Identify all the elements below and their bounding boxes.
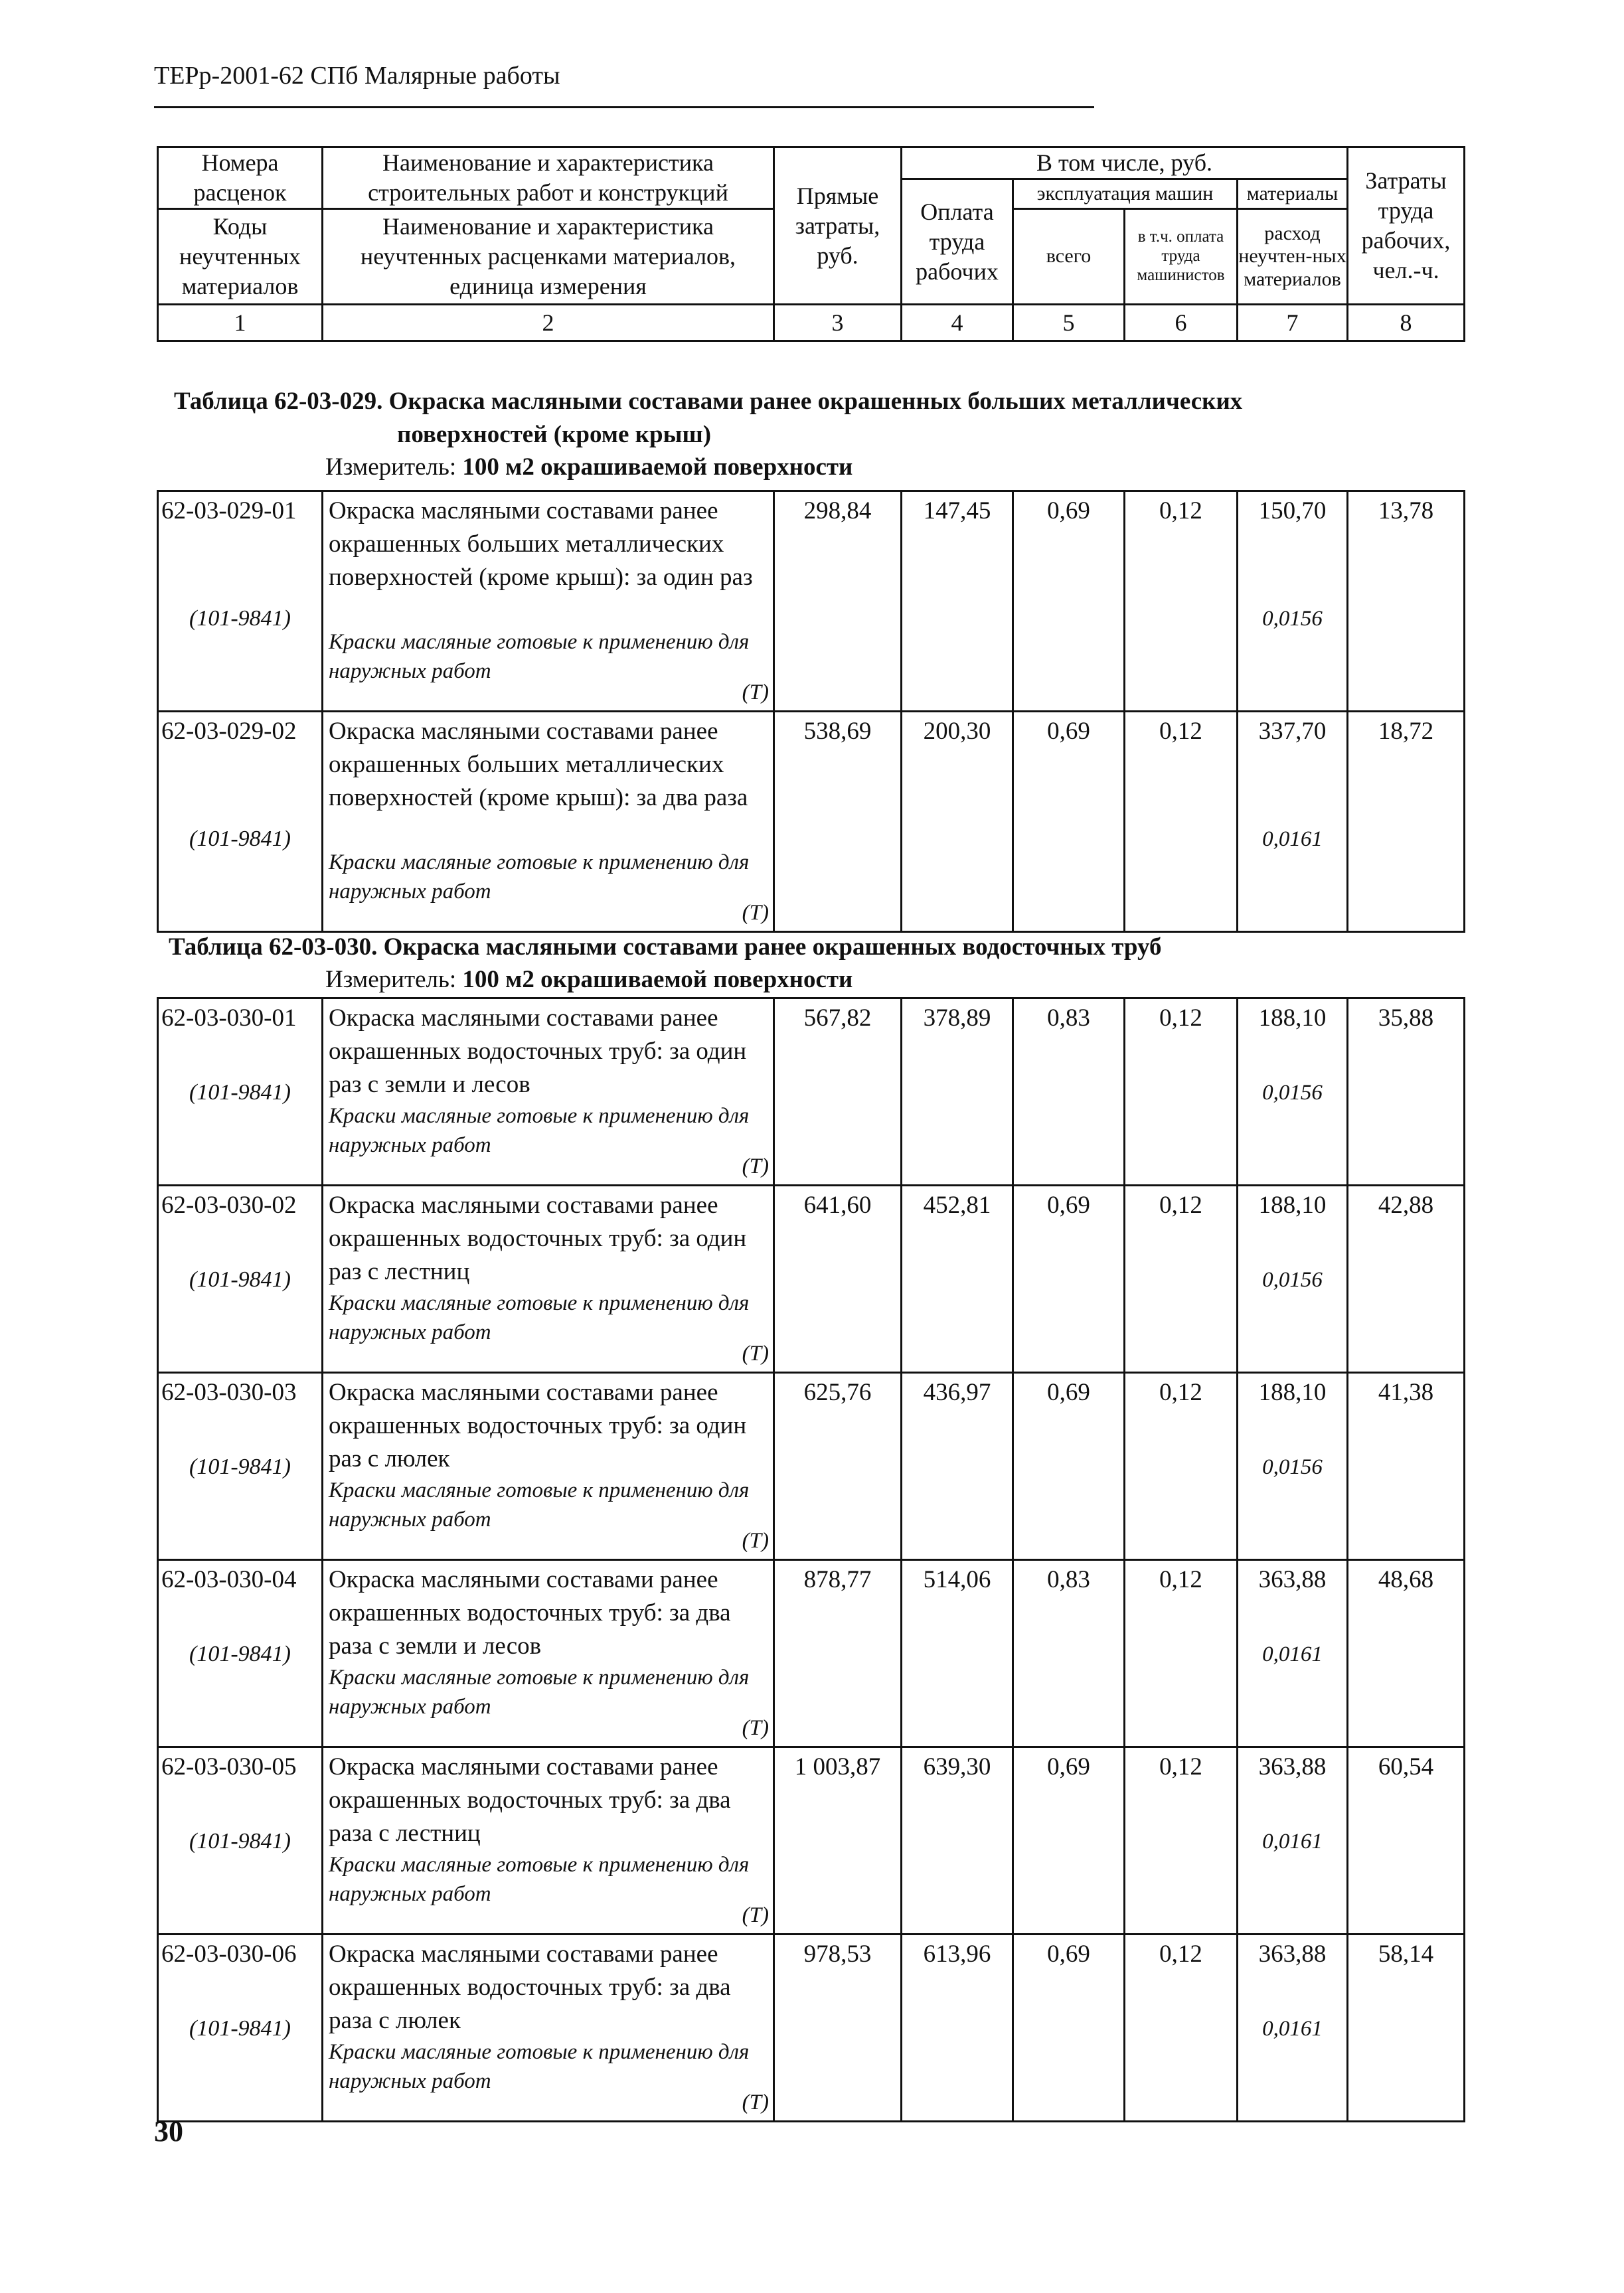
machines-total: 0,83 bbox=[1013, 998, 1125, 1186]
col1-header-top: Номера расценок bbox=[158, 147, 323, 209]
table-030-caption-1: Таблица 62-03-030. Окраска масляными составами ранее окрашенных водосточных труб bbox=[169, 933, 1162, 961]
materials-cell bbox=[1238, 1747, 1348, 1935]
materials-cell bbox=[1238, 1186, 1348, 1373]
machines-header: эксплуатация машин bbox=[1013, 179, 1238, 209]
rate-code: 62-03-030-01 bbox=[161, 1004, 297, 1032]
work-name: Окраска масляными составами ранее окрашенных больших металлических поверхностей (кроме крыш): за два раза bbox=[329, 718, 748, 811]
table-row bbox=[158, 1560, 1465, 1747]
row-desc-cell bbox=[323, 1186, 774, 1373]
table-029-meter bbox=[325, 453, 853, 481]
machines-total: 0,69 bbox=[1013, 1373, 1125, 1560]
col5-header: всего bbox=[1013, 209, 1125, 305]
direct-cost: 625,76 bbox=[774, 1373, 902, 1560]
materials-cost: 363,88 bbox=[1258, 1753, 1327, 1780]
machinist-labor: 0,12 bbox=[1125, 1560, 1238, 1747]
col3-header: Прямые затраты, руб. bbox=[774, 147, 902, 305]
row-code-cell bbox=[158, 1186, 323, 1373]
col4-header: Оплата труда рабочих bbox=[902, 179, 1013, 305]
materials-cell bbox=[1238, 712, 1348, 932]
machinist-labor: 0,12 bbox=[1125, 1373, 1238, 1560]
labor-hours: 13,78 bbox=[1348, 491, 1465, 712]
labor-cost: 639,30 bbox=[902, 1747, 1013, 1935]
rate-code: 62-03-030-02 bbox=[161, 1192, 297, 1219]
col6-header: в т.ч. оплата труда машинистов bbox=[1125, 209, 1238, 305]
row-desc-cell bbox=[323, 491, 774, 712]
table-row bbox=[158, 491, 1465, 712]
labor-cost: 452,81 bbox=[902, 1186, 1013, 1373]
col7-header: расход неучтен-ных материалов bbox=[1238, 209, 1348, 305]
work-name: Окраска масляными составами ранее окрашенных водосточных труб: за один раз с люлек bbox=[329, 1379, 747, 1472]
material-norm: 0,0161 bbox=[1262, 2017, 1323, 2041]
table-row bbox=[158, 1373, 1465, 1560]
table-029 bbox=[157, 490, 1465, 933]
table-029-caption-1: Таблица 62-03-029. Окраска масляными составами ранее окрашенных больших металлических bbox=[174, 388, 1243, 415]
t-mark: (Т) bbox=[742, 1903, 769, 1927]
t-mark: (Т) bbox=[742, 1154, 769, 1178]
work-name: Окраска масляными составами ранее окрашенных больших металлических поверхностей (кроме крыш): за один раз bbox=[329, 497, 753, 591]
row-desc-cell bbox=[323, 1747, 774, 1935]
work-name: Окраска масляными составами ранее окрашенных водосточных труб: за два раза с люлек bbox=[329, 1940, 731, 2034]
labor-hours: 58,14 bbox=[1348, 1935, 1465, 2122]
col-number: 3 bbox=[774, 305, 902, 341]
rate-code: 62-03-030-04 bbox=[161, 1566, 297, 1593]
material-norm: 0,0161 bbox=[1262, 1642, 1323, 1666]
table-row bbox=[158, 1186, 1465, 1373]
rate-code: 62-03-029-01 bbox=[161, 497, 297, 524]
machinist-labor: 0,12 bbox=[1125, 1186, 1238, 1373]
row-code-cell bbox=[158, 1373, 323, 1560]
col-number: 5 bbox=[1013, 305, 1125, 341]
table-029-caption-2: поверхностей (кроме крыш) bbox=[397, 421, 712, 448]
material-name: Краски масляные готовые к применению для наружных работ bbox=[329, 1291, 750, 1344]
direct-cost: 567,82 bbox=[774, 998, 902, 1186]
direct-cost: 978,53 bbox=[774, 1935, 902, 2122]
row-code-cell bbox=[158, 998, 323, 1186]
row-desc-cell bbox=[323, 1560, 774, 1747]
material-code: (101-9841) bbox=[189, 1829, 291, 1854]
machinist-labor: 0,12 bbox=[1125, 1747, 1238, 1935]
materials-cell bbox=[1238, 998, 1348, 1186]
col-number: 4 bbox=[902, 305, 1013, 341]
labor-hours: 41,38 bbox=[1348, 1373, 1465, 1560]
material-name: Краски масляные готовые к применению для наружных работ bbox=[329, 1104, 750, 1157]
row-code-cell bbox=[158, 491, 323, 712]
machines-total: 0,69 bbox=[1013, 1935, 1125, 2122]
work-name: Окраска масляными составами ранее окрашенных водосточных труб: за два раза с лестниц bbox=[329, 1753, 731, 1847]
labor-cost: 147,45 bbox=[902, 491, 1013, 712]
material-name: Краски масляные готовые к применению для наружных работ bbox=[329, 630, 750, 683]
meter-value: 100 м2 окрашиваемой поверхности bbox=[462, 453, 853, 481]
materials-cost: 337,70 bbox=[1258, 718, 1327, 745]
table-030-meter bbox=[325, 965, 853, 994]
labor-cost: 436,97 bbox=[902, 1373, 1013, 1560]
materials-cell bbox=[1238, 1560, 1348, 1747]
row-code-cell bbox=[158, 1560, 323, 1747]
materials-cost: 150,70 bbox=[1258, 497, 1327, 524]
labor-hours: 18,72 bbox=[1348, 712, 1465, 932]
material-code: (101-9841) bbox=[189, 2016, 291, 2041]
rate-code: 62-03-029-02 bbox=[161, 718, 297, 745]
col-number: 6 bbox=[1125, 305, 1238, 341]
material-name: Краски масляные готовые к применению для наружных работ bbox=[329, 850, 750, 904]
machinist-labor: 0,12 bbox=[1125, 712, 1238, 932]
rate-code: 62-03-030-06 bbox=[161, 1940, 297, 1968]
material-code: (101-9841) bbox=[189, 1267, 291, 1292]
direct-cost: 641,60 bbox=[774, 1186, 902, 1373]
materials-cost: 363,88 bbox=[1258, 1566, 1327, 1593]
materials-cost: 188,10 bbox=[1258, 1004, 1327, 1032]
material-norm: 0,0156 bbox=[1262, 1268, 1323, 1292]
material-code: (101-9841) bbox=[189, 1080, 291, 1105]
direct-cost: 1 003,87 bbox=[774, 1747, 902, 1935]
work-name: Окраска масляными составами ранее окрашенных водосточных труб: за два раза с земли и лесов bbox=[329, 1566, 731, 1660]
direct-cost: 538,69 bbox=[774, 712, 902, 932]
materials-header: материалы bbox=[1238, 179, 1348, 209]
col-number: 8 bbox=[1348, 305, 1465, 341]
table-030 bbox=[157, 997, 1465, 2122]
col2-header-top: Наименование и характеристика строительных работ и конструкций bbox=[323, 147, 774, 209]
material-norm: 0,0161 bbox=[1262, 827, 1323, 851]
header-rule bbox=[154, 106, 1094, 108]
t-mark: (Т) bbox=[742, 901, 769, 925]
table-row bbox=[158, 1935, 1465, 2122]
labor-cost: 514,06 bbox=[902, 1560, 1013, 1747]
machines-total: 0,69 bbox=[1013, 491, 1125, 712]
column-header-table bbox=[157, 146, 1465, 342]
materials-cell bbox=[1238, 1935, 1348, 2122]
meter-value: 100 м2 окрашиваемой поверхности bbox=[462, 966, 853, 993]
direct-cost: 298,84 bbox=[774, 491, 902, 712]
col2-header-bottom: Наименование и характеристика неучтенных расценками материалов, единица измерения bbox=[323, 209, 774, 305]
work-name: Окраска масляными составами ранее окрашенных водосточных труб: за один раз с земли и лесов bbox=[329, 1004, 747, 1098]
machines-total: 0,69 bbox=[1013, 712, 1125, 932]
materials-cell bbox=[1238, 1373, 1348, 1560]
table-row bbox=[158, 998, 1465, 1186]
t-mark: (Т) bbox=[742, 1716, 769, 1740]
machinist-labor: 0,12 bbox=[1125, 491, 1238, 712]
rate-code: 62-03-030-05 bbox=[161, 1753, 297, 1780]
materials-cost: 188,10 bbox=[1258, 1379, 1327, 1406]
material-code: (101-9841) bbox=[189, 827, 291, 851]
t-mark: (Т) bbox=[742, 1342, 769, 1366]
row-desc-cell bbox=[323, 1373, 774, 1560]
table-row bbox=[158, 1747, 1465, 1935]
col-number: 2 bbox=[323, 305, 774, 341]
material-name: Краски масляные готовые к применению для наружных работ bbox=[329, 1666, 750, 1719]
labor-hours: 60,54 bbox=[1348, 1747, 1465, 1935]
row-code-cell bbox=[158, 712, 323, 932]
row-desc-cell bbox=[323, 1935, 774, 2122]
material-norm: 0,0156 bbox=[1262, 1081, 1323, 1105]
labor-hours: 48,68 bbox=[1348, 1560, 1465, 1747]
machinist-labor: 0,12 bbox=[1125, 998, 1238, 1186]
materials-cost: 363,88 bbox=[1258, 1940, 1327, 1968]
material-norm: 0,0156 bbox=[1262, 607, 1323, 631]
machines-total: 0,69 bbox=[1013, 1186, 1125, 1373]
material-name: Краски масляные готовые к применению для наружных работ bbox=[329, 1853, 750, 1906]
included-header: В том числе, руб. bbox=[902, 147, 1348, 179]
labor-hours: 35,88 bbox=[1348, 998, 1465, 1186]
machines-total: 0,69 bbox=[1013, 1747, 1125, 1935]
work-name: Окраска масляными составами ранее окрашенных водосточных труб: за один раз с лестниц bbox=[329, 1192, 747, 1285]
t-mark: (Т) bbox=[742, 2091, 769, 2114]
col-number: 7 bbox=[1238, 305, 1348, 341]
material-norm: 0,0156 bbox=[1262, 1455, 1323, 1479]
row-desc-cell bbox=[323, 998, 774, 1186]
material-code: (101-9841) bbox=[189, 606, 291, 631]
materials-cost: 188,10 bbox=[1258, 1192, 1327, 1219]
material-code: (101-9841) bbox=[189, 1642, 291, 1666]
labor-cost: 200,30 bbox=[902, 712, 1013, 932]
labor-cost: 613,96 bbox=[902, 1935, 1013, 2122]
direct-cost: 878,77 bbox=[774, 1560, 902, 1747]
meter-label: Измеритель: bbox=[325, 453, 457, 481]
material-norm: 0,0161 bbox=[1262, 1830, 1323, 1854]
t-mark: (Т) bbox=[742, 680, 769, 704]
table-row bbox=[158, 712, 1465, 932]
rate-code: 62-03-030-03 bbox=[161, 1379, 297, 1406]
labor-hours: 42,88 bbox=[1348, 1186, 1465, 1373]
machinist-labor: 0,12 bbox=[1125, 1935, 1238, 2122]
materials-cell bbox=[1238, 491, 1348, 712]
machines-total: 0,83 bbox=[1013, 1560, 1125, 1747]
row-code-cell bbox=[158, 1935, 323, 2122]
col1-header-bottom: Коды неучтенных материалов bbox=[158, 209, 323, 305]
material-code: (101-9841) bbox=[189, 1455, 291, 1479]
material-name: Краски масляные готовые к применению для наружных работ bbox=[329, 1478, 750, 1532]
col-number: 1 bbox=[158, 305, 323, 341]
meter-label: Измеритель: bbox=[325, 966, 457, 993]
page-number: 30 bbox=[154, 2115, 183, 2148]
labor-cost: 378,89 bbox=[902, 998, 1013, 1186]
row-code-cell bbox=[158, 1747, 323, 1935]
t-mark: (Т) bbox=[742, 1529, 769, 1553]
material-name: Краски масляные готовые к применению для наружных работ bbox=[329, 2040, 750, 2093]
col8-header: Затраты труда рабочих, чел.-ч. bbox=[1348, 147, 1465, 305]
row-desc-cell bbox=[323, 712, 774, 932]
page-header-title: ТЕРр-2001-62 СПб Малярные работы bbox=[154, 62, 560, 90]
